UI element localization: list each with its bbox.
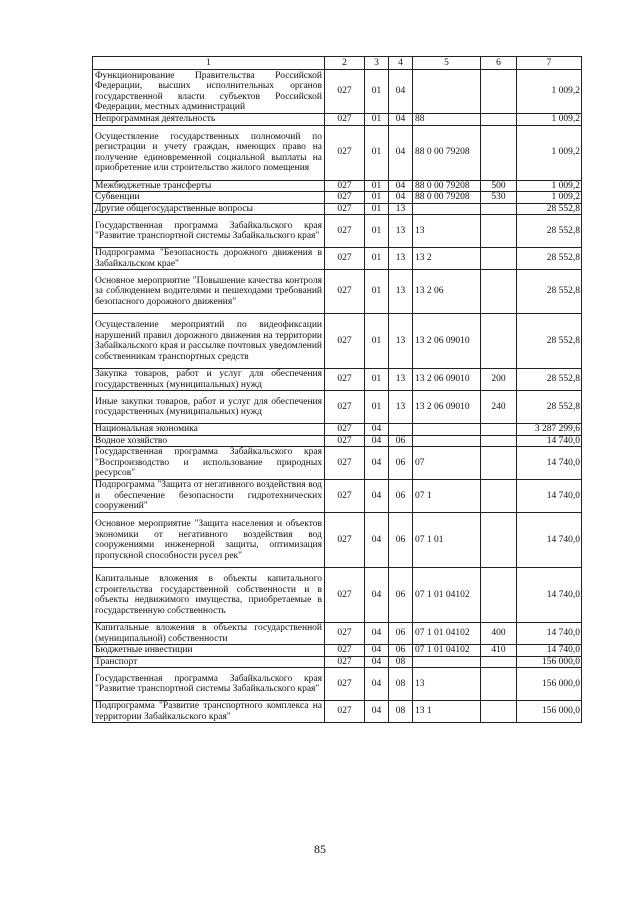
row-rz-cell: 04 [365,668,389,701]
row-name-cell: Государственная программа Забайкальского края "Развитие транспортной системы Забайкальского края" [93,668,325,701]
row-grbs-cell: 027 [325,391,365,424]
row-grbs-cell: 027 [325,270,365,314]
row-sum-cell: 14 740,0 [517,435,582,447]
table-row [93,568,582,623]
row-name-cell: Подпрограмма "Защита от негативного воздействия вод и обеспечение безопасности гидротехнических сооружений" [93,480,325,513]
row-csr-cell: 07 1 [413,480,481,513]
row-csr-cell: 88 0 00 79208 [413,180,481,192]
row-vr-cell [481,435,517,447]
header-cell: 1 [93,57,325,70]
row-name-cell: Основное мероприятие "Повышение качества контроля за соблюдением водителями и пешеходами требований безопасного дорожного движения" [93,270,325,314]
row-sum-cell: 3 287 299,6 [517,424,582,436]
row-vr-cell [481,701,517,723]
row-vr-cell: 240 [481,391,517,424]
row-pr-cell: 13 [389,203,413,215]
row-vr-cell [481,203,517,215]
table-row [93,480,582,513]
row-rz-cell: 01 [365,114,389,126]
row-sum-cell: 28 552,8 [517,369,582,391]
row-vr-cell [481,513,517,568]
row-grbs-cell: 027 [325,180,365,192]
row-name-cell: Подпрограмма "Развитие транспортного комплекса на территории Забайкальского края" [93,701,325,723]
row-rz-cell: 01 [365,192,389,204]
row-pr-cell: 06 [389,623,413,645]
table-row [93,645,582,657]
row-vr-cell [481,114,517,126]
row-vr-cell [481,447,517,480]
row-sum-cell: 28 552,8 [517,203,582,215]
row-csr-cell: 13 2 [413,248,481,270]
row-vr-cell [481,215,517,248]
row-pr-cell: 08 [389,656,413,668]
row-rz-cell: 01 [365,70,389,114]
row-csr-cell [413,435,481,447]
row-rz-cell: 04 [365,513,389,568]
header-cell: 4 [389,57,413,70]
header-cell: 6 [481,57,517,70]
table-row [93,656,582,668]
row-name-cell: Осуществление государственных полномочий по регистрации и учету граждан, имеющих право на получение единовременной социальной выплаты на приобретение или строительство жилого помещения [93,125,325,180]
row-grbs-cell: 027 [325,513,365,568]
row-pr-cell: 13 [389,270,413,314]
row-pr-cell: 13 [389,248,413,270]
row-vr-cell [481,314,517,369]
row-rz-cell: 04 [365,424,389,436]
row-pr-cell: 04 [389,125,413,180]
row-name-cell: Капитальные вложения в объекты государственной (муниципальной) собственности [93,623,325,645]
header-cell: 2 [325,57,365,70]
row-name-cell: Бюджетные инвестиции [93,645,325,657]
row-vr-cell [481,70,517,114]
row-pr-cell: 04 [389,180,413,192]
row-rz-cell: 04 [365,568,389,623]
row-vr-cell [481,248,517,270]
row-grbs-cell: 027 [325,369,365,391]
row-grbs-cell: 027 [325,314,365,369]
row-pr-cell: 13 [389,314,413,369]
row-name-cell: Капитальные вложения в объекты капитального строительства государственной собственности и в объекты недвижимого имущества, приобретаемые в государственную собственность [93,568,325,623]
table-row [93,435,582,447]
table-row [93,114,582,126]
row-name-cell: Непрограммная деятельность [93,114,325,126]
row-grbs-cell: 027 [325,70,365,114]
table-row [93,668,582,701]
row-csr-cell: 07 1 01 04102 [413,623,481,645]
row-csr-cell [413,70,481,114]
row-name-cell: Транспорт [93,656,325,668]
row-csr-cell: 13 2 06 [413,270,481,314]
row-csr-cell: 88 [413,114,481,126]
row-vr-cell [481,480,517,513]
table-row [93,180,582,192]
row-sum-cell: 156 000,0 [517,656,582,668]
row-rz-cell: 04 [365,656,389,668]
row-rz-cell: 01 [365,369,389,391]
row-pr-cell: 06 [389,513,413,568]
row-grbs-cell: 027 [325,192,365,204]
row-vr-cell: 200 [481,369,517,391]
row-rz-cell: 04 [365,447,389,480]
row-vr-cell [481,424,517,436]
row-rz-cell: 01 [365,248,389,270]
row-grbs-cell: 027 [325,114,365,126]
row-vr-cell: 530 [481,192,517,204]
row-rz-cell: 04 [365,701,389,723]
row-name-cell: Основное мероприятие "Защита населения и объектов экономики от негативного воздействия вод сооружениями инженерной защиты, оптимизация пропускной способности русел рек" [93,513,325,568]
row-csr-cell: 07 1 01 04102 [413,568,481,623]
row-sum-cell: 1 009,2 [517,70,582,114]
row-sum-cell: 14 740,0 [517,513,582,568]
row-rz-cell: 01 [365,215,389,248]
row-pr-cell: 13 [389,369,413,391]
row-sum-cell: 156 000,0 [517,668,582,701]
row-sum-cell: 14 740,0 [517,447,582,480]
row-grbs-cell: 027 [325,435,365,447]
row-csr-cell: 13 2 06 09010 [413,391,481,424]
row-grbs-cell: 027 [325,568,365,623]
table-row [93,314,582,369]
table-row [93,192,582,204]
row-rz-cell: 01 [365,391,389,424]
table-row [93,248,582,270]
row-vr-cell: 410 [481,645,517,657]
row-grbs-cell: 027 [325,623,365,645]
row-pr-cell: 06 [389,480,413,513]
row-name-cell: Субвенции [93,192,325,204]
row-csr-cell: 13 2 06 09010 [413,369,481,391]
row-csr-cell [413,424,481,436]
page-number: 85 [314,842,326,856]
table-row [93,369,582,391]
row-rz-cell: 04 [365,480,389,513]
row-grbs-cell: 027 [325,424,365,436]
row-vr-cell [481,270,517,314]
row-pr-cell: 04 [389,192,413,204]
row-name-cell: Другие общегосударственные вопросы [93,203,325,215]
row-pr-cell: 04 [389,70,413,114]
row-name-cell: Закупка товаров, работ и услуг для обеспечения государственных (муниципальных) нужд [93,369,325,391]
row-name-cell: Межбюджетные трансферты [93,180,325,192]
row-pr-cell: 06 [389,447,413,480]
table-row [93,623,582,645]
row-vr-cell [481,568,517,623]
row-sum-cell: 28 552,8 [517,391,582,424]
row-sum-cell: 14 740,0 [517,623,582,645]
row-name-cell: Подпрограмма "Безопасность дорожного движения в Забайкальском крае" [93,248,325,270]
row-name-cell: Государственная программа Забайкальского края "Развитие транспортной системы Забайкальского края" [93,215,325,248]
row-csr-cell [413,203,481,215]
row-rz-cell: 04 [365,435,389,447]
row-grbs-cell: 027 [325,480,365,513]
row-sum-cell: 1 009,2 [517,180,582,192]
row-name-cell: Водное хозяйство [93,435,325,447]
row-sum-cell: 1 009,2 [517,114,582,126]
row-sum-cell: 156 000,0 [517,701,582,723]
row-pr-cell [389,424,413,436]
row-vr-cell [481,656,517,668]
row-pr-cell: 06 [389,435,413,447]
row-csr-cell: 07 [413,447,481,480]
row-vr-cell [481,125,517,180]
row-csr-cell: 07 1 01 04102 [413,645,481,657]
row-sum-cell: 28 552,8 [517,215,582,248]
row-pr-cell: 06 [389,568,413,623]
row-sum-cell: 28 552,8 [517,270,582,314]
row-pr-cell: 04 [389,114,413,126]
row-grbs-cell: 027 [325,668,365,701]
table-row [93,203,582,215]
row-name-cell: Функционирование Правительства Российской Федерации, высших исполнительных органов государственной власти субъектов Российской Федерации, местных администраций [93,70,325,114]
row-vr-cell: 400 [481,623,517,645]
header-cell: 3 [365,57,389,70]
row-pr-cell: 13 [389,215,413,248]
table-row [93,215,582,248]
row-sum-cell: 14 740,0 [517,645,582,657]
row-rz-cell: 01 [365,203,389,215]
row-grbs-cell: 027 [325,215,365,248]
row-sum-cell: 14 740,0 [517,480,582,513]
header-cell: 5 [413,57,481,70]
row-pr-cell: 08 [389,701,413,723]
row-sum-cell: 28 552,8 [517,248,582,270]
row-rz-cell: 04 [365,623,389,645]
header-cell: 7 [517,57,582,70]
table-row [93,424,582,436]
row-vr-cell [481,668,517,701]
row-grbs-cell: 027 [325,447,365,480]
table-header-row [93,57,582,70]
row-csr-cell: 88 0 00 79208 [413,192,481,204]
row-grbs-cell: 027 [325,203,365,215]
row-sum-cell: 1 009,2 [517,125,582,180]
row-csr-cell: 13 1 [413,701,481,723]
row-rz-cell: 01 [365,314,389,369]
row-rz-cell: 01 [365,180,389,192]
row-grbs-cell: 027 [325,645,365,657]
row-name-cell: Иные закупки товаров, работ и услуг для обеспечения государственных (муниципальных) нужд [93,391,325,424]
row-sum-cell: 28 552,8 [517,314,582,369]
table-row [93,447,582,480]
row-csr-cell: 88 0 00 79208 [413,125,481,180]
row-grbs-cell: 027 [325,656,365,668]
row-pr-cell: 13 [389,391,413,424]
row-name-cell: Государственная программа Забайкальского края "Воспроизводство и использование природных ресурсов" [93,447,325,480]
budget-table [92,56,582,723]
table-row [93,70,582,114]
row-csr-cell: 13 2 06 09010 [413,314,481,369]
row-vr-cell: 500 [481,180,517,192]
row-sum-cell: 1 009,2 [517,192,582,204]
row-csr-cell: 13 [413,668,481,701]
row-pr-cell: 08 [389,668,413,701]
row-rz-cell: 01 [365,125,389,180]
row-pr-cell: 06 [389,645,413,657]
row-rz-cell: 04 [365,645,389,657]
table-row [93,513,582,568]
row-name-cell: Национальная экономика [93,424,325,436]
table-row [93,701,582,723]
row-grbs-cell: 027 [325,125,365,180]
row-rz-cell: 01 [365,270,389,314]
row-grbs-cell: 027 [325,701,365,723]
table-row [93,125,582,180]
row-grbs-cell: 027 [325,248,365,270]
row-sum-cell: 14 740,0 [517,568,582,623]
row-csr-cell: 07 1 01 [413,513,481,568]
table-row [93,270,582,314]
table-row [93,391,582,424]
row-csr-cell: 13 [413,215,481,248]
row-csr-cell [413,656,481,668]
row-name-cell: Осуществление мероприятий по видеофиксации нарушений правил дорожного движения на территории Забайкальского края и рассылке почтовых уведомлений собственникам транспортных средств [93,314,325,369]
